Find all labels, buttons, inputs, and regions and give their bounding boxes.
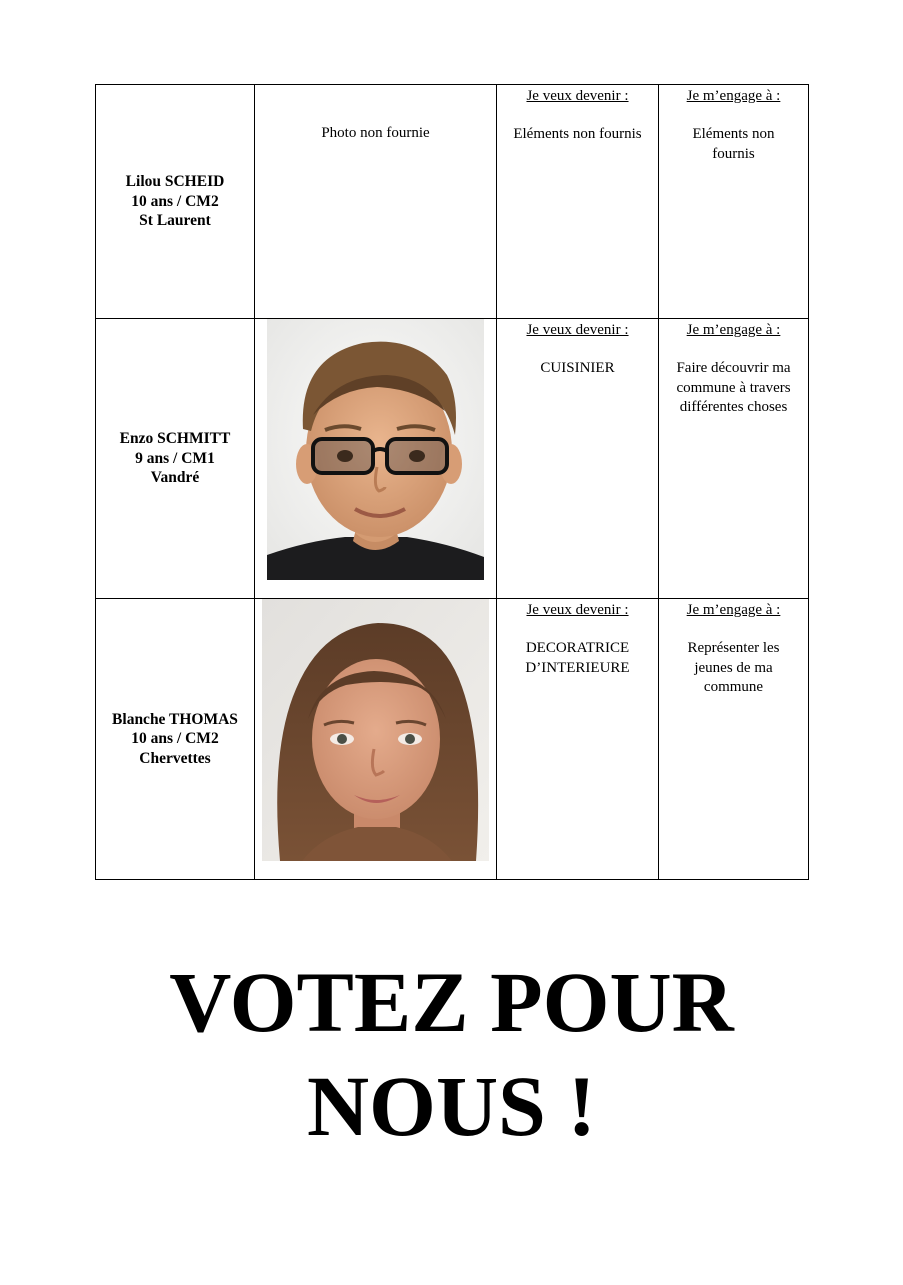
engage-text: Représenter les jeunes de ma commune	[687, 640, 780, 695]
engage-cell	[659, 319, 809, 599]
candidate-name: Enzo SCHMITT	[119, 430, 231, 448]
devenir-heading: Je veux devenir :	[526, 88, 629, 104]
table-row	[96, 319, 809, 599]
candidate-age-class: 10 ans / CM2	[131, 730, 219, 748]
boy-portrait-photo	[267, 319, 484, 580]
devenir-text: Eléments non fournis	[513, 126, 642, 142]
table-row	[96, 85, 809, 319]
candidate-identity	[96, 599, 255, 880]
engage-cell	[659, 599, 809, 880]
candidate-name: Lilou SCHEID	[125, 173, 225, 191]
candidate-name: Blanche THOMAS	[112, 710, 238, 728]
devenir-heading: Je veux devenir :	[526, 602, 629, 618]
candidate-place: St Laurent	[139, 212, 211, 230]
girl-portrait-photo	[262, 599, 489, 861]
devenir-text: CUISINIER	[540, 360, 615, 376]
table-row	[96, 599, 809, 880]
candidate-photo-cell	[255, 85, 497, 319]
slogan-line-1: VOTEZ POUR	[169, 954, 734, 1050]
candidate-photo-cell	[255, 319, 497, 599]
candidates-table	[95, 84, 809, 880]
candidate-place: Chervettes	[139, 749, 211, 767]
candidate-identity	[96, 319, 255, 599]
devenir-cell	[497, 319, 659, 599]
engage-heading: Je m’engage à :	[686, 602, 781, 618]
devenir-cell	[497, 85, 659, 319]
engage-heading: Je m’engage à :	[686, 88, 781, 104]
devenir-text: DECORATRICE D’INTERIEURE	[525, 640, 630, 676]
slogan-line-2: NOUS !	[306, 1058, 597, 1154]
candidate-age-class: 9 ans / CM1	[135, 449, 215, 467]
devenir-heading: Je veux devenir :	[526, 322, 629, 338]
devenir-cell	[497, 599, 659, 880]
candidate-age-class: 10 ans / CM2	[131, 192, 219, 210]
engage-text: Eléments non fournis	[692, 126, 775, 162]
candidate-photo-cell	[255, 599, 497, 880]
photo-missing-text: Photo non fournie	[321, 125, 430, 141]
candidate-identity	[96, 85, 255, 319]
candidate-place: Vandré	[150, 469, 200, 487]
engage-text: Faire découvrir ma commune à travers différentes choses	[676, 360, 791, 415]
engage-cell	[659, 85, 809, 319]
engage-heading: Je m’engage à :	[686, 322, 781, 338]
